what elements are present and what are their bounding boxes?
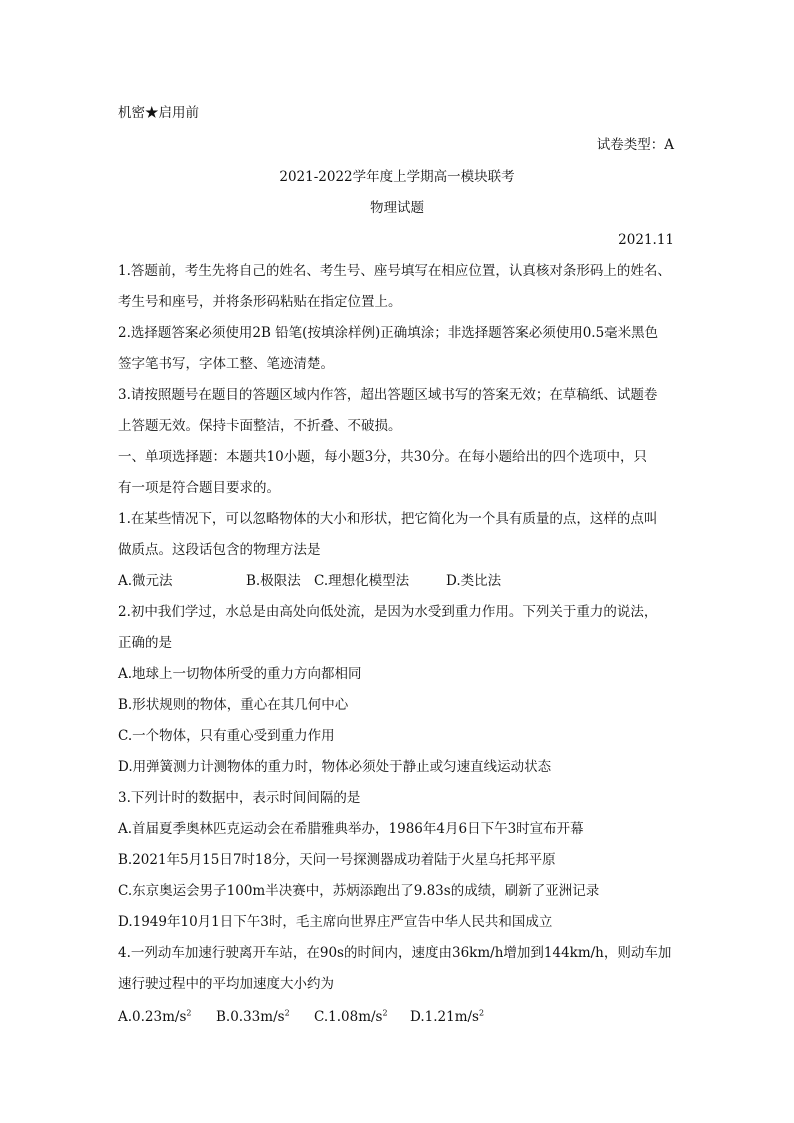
instruction-1-line-1: 1.答题前，考生先将自己的姓名、考生号、座号填写在相应位置，认真核对条形码上的姓名、 [118,263,671,279]
question-4-line-1: 4.一列动车加速行驶离开车站，在90s的时间内，速度由36km/h增加到144km/h，则动车加 [118,945,672,961]
q1-option-a: A.微元法 [118,573,173,589]
q1-option-c: C.理想化模型法 [314,573,410,589]
instruction-3-line-2: 上答题无效。保持卡面整洁，不折叠、不破损。 [118,418,402,434]
q2-option-c: C.一个物体，只有重心受到重力作用 [118,728,335,744]
question-4-options [118,1008,484,1026]
q2-option-b: B.形状规则的物体，重心在其几何中心 [118,697,349,713]
q3-option-c: C.东京奥运会男子100m半决赛中，苏炳添跑出了9.83s的成绩，刷新了亚洲记录 [118,883,600,899]
confidential-label: 机密★启用前 [118,105,199,121]
q4-option-c: $C.1.08m/s^2$ [314,1008,388,1025]
subject-title: 物理试题 [370,200,424,216]
question-2-line-1: 2.初中我们学过，水总是由高处向低处流，是因为水受到重力作用。下列关于重力的说法， [118,604,658,620]
q1-option-d: D.类比法 [446,573,502,589]
question-4-line-2: 速行驶过程中的平均加速度大小约为 [118,976,334,992]
question-3-line-1: 3.下列计时的数据中，表示时间间隔的是 [118,790,361,806]
q1-option-b: B.极限法 [246,573,301,589]
q4-option-d: $D.1.21m/s^2$ [410,1008,485,1025]
instruction-2-line-1: 2.选择题答案必须使用2B 铅笔(按填涂样例)正确填涂；非选择题答案必须使用0.5毫米黑色 [118,325,659,341]
q2-option-a: A.地球上一切物体所受的重力方向都相同 [118,666,362,682]
exam-title: 2021-2022学年度上学期高一模块联考 [279,169,515,185]
q4-option-a: $A.0.23m/s^2$ [118,1008,192,1025]
instruction-2-line-2: 签字笔书写，字体工整、笔迹清楚。 [118,356,334,372]
exam-date: 2021.11 [618,232,674,248]
instruction-1-line-2: 考生号和座号，并将条形码粘贴在指定位置上。 [118,294,402,310]
question-2-line-2: 正确的是 [118,635,172,651]
q3-option-a: A.首届夏季奥林匹克运动会在希腊雅典举办，1986年4月6日下午3时宣布开幕 [118,821,584,837]
q4-option-b: $B.0.33m/s^2$ [216,1008,290,1025]
paper-type: 试卷类型：A [596,137,674,153]
q2-option-d: D.用弹簧测力计测物体的重力时，物体必须处于静止或匀速直线运动状态 [118,759,552,775]
instruction-3-line-1: 3.请按照题号在题目的答题区域内作答，超出答题区域书写的答案无效；在草稿纸、试题卷 [118,387,658,403]
question-1-line-2: 做质点。这段话包含的物理方法是 [118,542,321,558]
q3-option-d: D.1949年10月1日下午3时，毛主席向世界庄严宣告中华人民共和国成立 [118,914,553,930]
q3-option-b: B.2021年5月15日7时18分，天问一号探测器成功着陆于火星乌托邦平原 [118,852,556,868]
question-1-line-1: 1.在某些情况下，可以忽略物体的大小和形状，把它简化为一个具有质量的点，这样的点叫 [118,511,658,527]
section-1-heading-line-2: 有一项是符合题目要求的。 [118,480,280,496]
question-1-options [118,572,501,590]
section-1-heading-line-1: 一、单项选择题：本题共10小题，每小题3分，共30分。在每小题给出的四个选项中，只 [118,449,647,465]
